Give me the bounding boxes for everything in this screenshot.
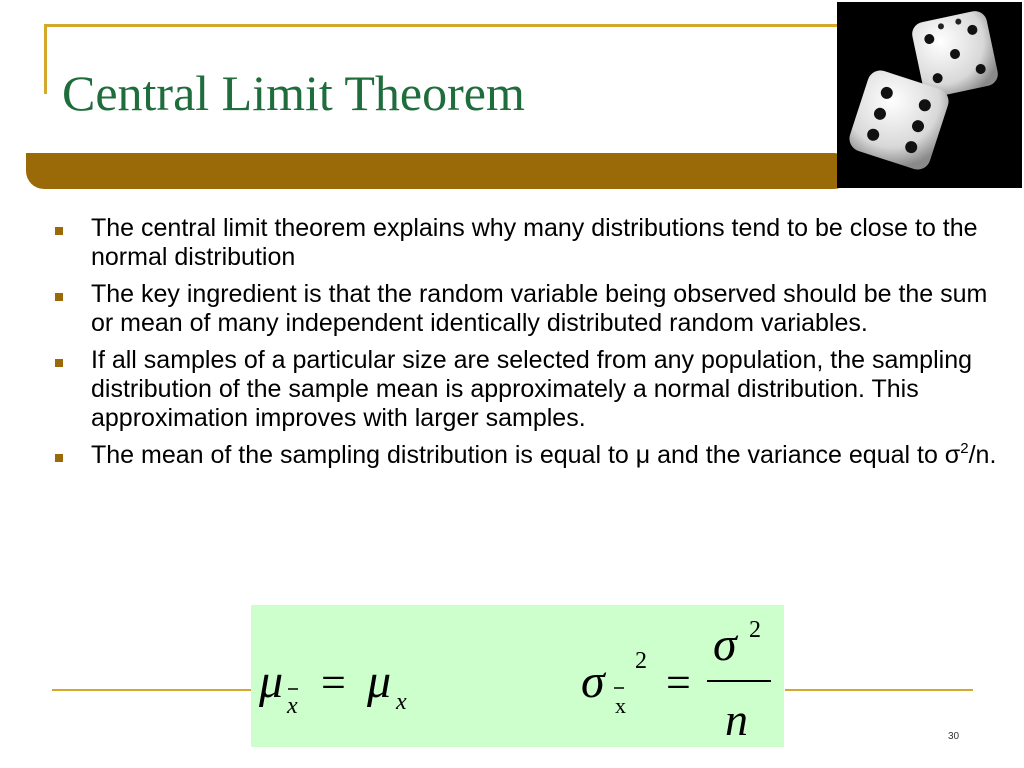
bullet-text: If all samples of a particular size are selected from any population, the sampling distribution of the sample mean is approximately a normal distribution. This approximation improves with larger samples. xyxy=(91,346,973,432)
bullet-item xyxy=(52,214,1012,272)
bullet-text: The key ingredient is that the random variable being observed should be the sum or mean of many independent identically distributed random variables. xyxy=(91,280,988,337)
bullet-item xyxy=(52,346,1012,433)
bullet-item xyxy=(52,280,1012,338)
formula-sub-x: x xyxy=(287,693,298,719)
footer-rule-left xyxy=(52,689,252,691)
frame-line-top xyxy=(44,24,844,27)
bullet-text: The mean of the sampling distribution is equal to μ and the variance equal to σ xyxy=(91,441,961,469)
formula-sub-x-rhs: x xyxy=(396,689,407,715)
bullet-text-end: /n. xyxy=(968,441,997,469)
bullet-text: The central limit theorem explains why many distributions tend to be close to the normal distribution xyxy=(91,214,978,271)
square-bullet-icon xyxy=(55,227,63,235)
formula-equals: = xyxy=(321,658,346,707)
dice-icon xyxy=(837,2,1022,188)
footer-rule-right xyxy=(785,689,973,691)
title-underline-bar xyxy=(26,153,852,189)
formula-sigma-exp: 2 xyxy=(635,648,647,674)
formula-mu-rhs: μ xyxy=(367,655,392,708)
bullet-list xyxy=(52,214,1012,481)
formula-denominator: n xyxy=(725,694,748,745)
formula-num-exp: 2 xyxy=(749,617,761,643)
square-bullet-icon xyxy=(55,454,63,462)
formula-equals-2: = xyxy=(666,658,691,707)
formula-mu: μ xyxy=(259,655,284,708)
frame-line-vertical xyxy=(44,24,47,94)
bullet-superscript: 2 xyxy=(960,440,969,457)
bullet-item xyxy=(52,441,1012,473)
formula-box xyxy=(251,605,784,747)
square-bullet-icon xyxy=(55,293,63,301)
slide-title: Central Limit Theorem xyxy=(62,65,525,121)
square-bullet-icon xyxy=(55,359,63,367)
formula-svg xyxy=(251,605,784,747)
formula-num-sigma: σ xyxy=(713,618,737,671)
formula-sigma-sub-x: x xyxy=(615,693,626,718)
formula-sigma: σ xyxy=(581,655,605,708)
dice-image xyxy=(837,2,1022,188)
slide-number: 30 xyxy=(948,731,960,742)
